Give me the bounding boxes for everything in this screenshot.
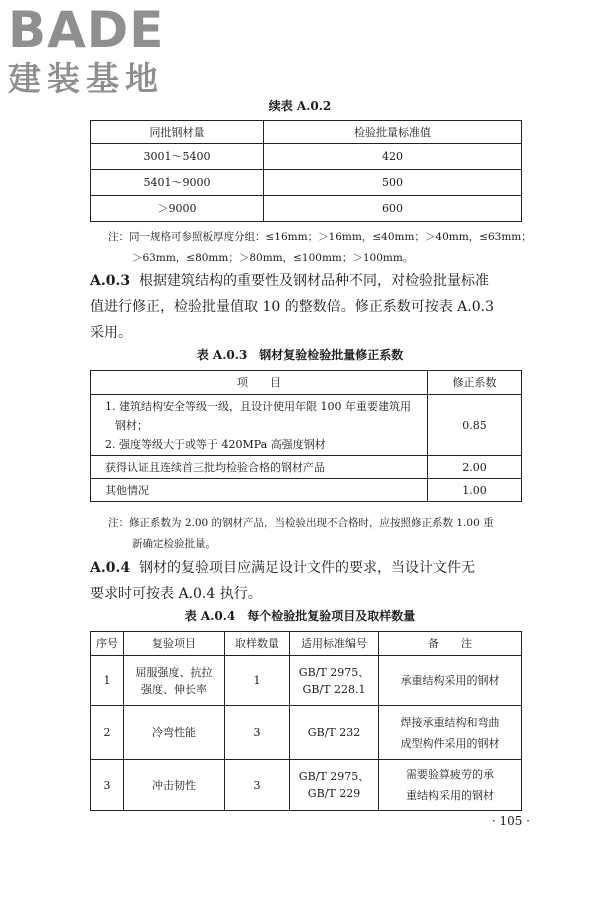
table-a03-note-line2: 新确定检验批量。 [132,538,216,550]
table-cell: 1.00 [428,479,522,502]
table-cell: 500 [264,170,522,196]
table-cell: 1 [225,656,290,706]
table-cell [379,706,522,760]
table-a04-remark-line2: 成型构件采用的钢材 [400,736,500,750]
table-cell: ＞9000 [91,196,264,222]
clause-a03 [90,268,530,346]
table-a03-header-coef: 修正系数 [428,371,522,395]
table-row [91,456,522,479]
table-a02-note-line1: 注：同一规格可参照板厚度分组：≤16mm；＞16mm，≤40mm；＞40mm，≤63mm； [108,231,532,243]
clause-a03-line3: 采用。 [90,325,132,341]
table-a03 [90,370,522,502]
table-a02 [90,120,522,222]
table-a02-note-line2: ＞63mm，≤80mm；＞80mm，≤100mm；＞100mm。 [132,252,414,264]
table-a03-item2: 2. 强度等级大于或等于 420MPa 高强度钢材 [105,437,326,451]
table-row [91,656,522,706]
table-a02-header-std: 检验批量标准值 [264,121,522,144]
page-number: · 105 · [491,814,530,828]
table-a04-header-std: 适用标准编号 [290,632,379,656]
table-cell: 2 [91,706,124,760]
table-row [91,196,522,222]
table-a03-caption: 表 A.0.3 钢材复验检验批量修正系数 [196,348,404,362]
table-row [91,706,522,760]
clause-a03-number: A.0.3 [90,273,131,289]
table-a04-item-line1: 屈服强度、抗拉 [135,665,213,679]
table-cell: 2.00 [428,456,522,479]
table-a04-header-qty: 取样数量 [225,632,290,656]
table-cell: 1 [91,656,124,706]
table-cell: GB/T 232 [290,706,379,760]
table-a04-std-line1: GB/T 2975、 [298,770,370,783]
table-a02-caption: 续表 A.0.2 [268,99,332,113]
table-cell: 3 [91,760,124,811]
table-a04-item-line2: 强度、伸长率 [141,682,207,696]
table-a04-header-no: 序号 [91,632,124,656]
table-cell: 冲击韧性 [124,760,225,811]
table-a04-std-line2: GB/T 228.1 [302,682,366,696]
table-cell: 0.85 [428,395,522,456]
table-a04-header-remark: 备 注 [379,632,522,656]
clause-a03-line2: 值进行修正，检验批量值取 10 的整数倍。修正系数可按表 A.0.3 [90,299,494,315]
table-cell [124,656,225,706]
brand-logo [8,1,183,98]
table-cell [91,395,428,456]
table-cell [379,760,522,811]
table-a04-caption: 表 A.0.4 每个检验批复验项目及取样数量 [184,609,416,623]
table-a03-item1-line2: 钢材； [115,418,148,432]
clause-a04-line2: 要求时可按表 A.0.4 执行。 [90,586,262,602]
table-a03-note-line1: 注：修正系数为 2.00 的钢材产品，当检验出现不合格时，应按照修正系数 1.00 重 [108,517,494,529]
table-a04-remark-line2: 重结构采用的钢材 [406,789,494,802]
table-row [91,760,522,811]
table-row [91,395,522,456]
table-row [91,170,522,196]
table-row [91,144,522,170]
table-a04-header-item: 复验项目 [124,632,225,656]
table-a04-std-line1: GB/T 2975、 [298,665,370,679]
table-cell: 3001～5400 [91,144,264,170]
table-cell [290,656,379,706]
table-a03-note [108,513,578,555]
table-a02-note [108,227,578,269]
table-cell: 冷弯性能 [124,706,225,760]
clause-a04-number: A.0.4 [90,560,131,576]
logo-tagline: 建装基地 [8,59,164,98]
table-cell: 5401～9000 [91,170,264,196]
table-cell: 其他情况 [91,479,428,502]
table-cell: 3 [225,706,290,760]
clause-a04 [90,555,530,607]
clause-a04-line1: 钢材的复验项目应满足设计文件的要求，当设计文件无 [139,560,475,576]
table-cell [290,760,379,811]
table-cell: 获得认证且连续首三批均检验合格的钢材产品 [91,456,428,479]
table-a04 [90,631,522,811]
table-cell: 420 [264,144,522,170]
table-cell: 3 [225,760,290,811]
table-a03-header-item: 项 目 [91,371,428,395]
clause-a03-line1: 根据建筑结构的重要性及钢材品种不同，对检验批量标准 [139,273,489,289]
logo-brand-text: BADE [8,1,165,59]
table-a03-item1-line1: 1. 建筑结构安全等级一级，且设计使用年限 100 年重要建筑用 [105,399,411,413]
table-cell: 承重结构采用的钢材 [379,656,522,706]
table-cell: 600 [264,196,522,222]
table-a02-header-qty: 同批钢材量 [91,121,264,144]
table-a04-std-line2: GB/T 229 [307,787,361,800]
table-a04-remark-line1: 焊接承重结构和弯曲 [400,715,500,729]
table-a04-remark-line1: 需要验算疲劳的承 [406,768,494,781]
table-row [91,479,522,502]
